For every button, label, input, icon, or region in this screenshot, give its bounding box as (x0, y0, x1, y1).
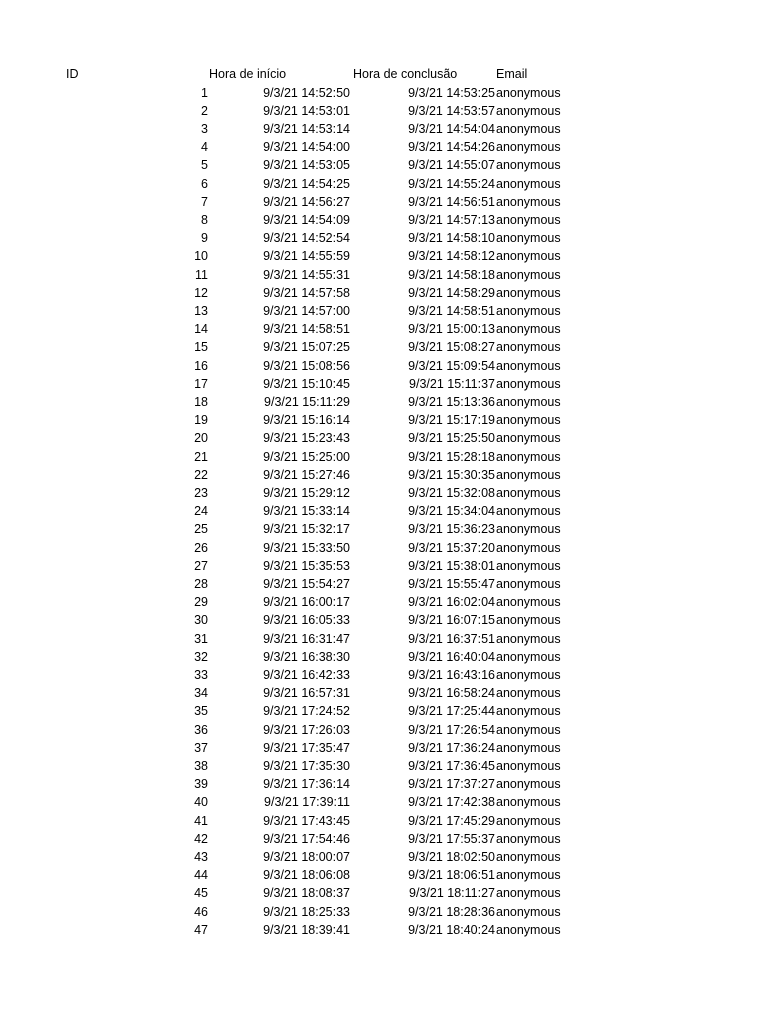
cell-email: anonymous (496, 358, 561, 373)
cell-email: anonymous (496, 777, 561, 792)
table-row (0, 775, 768, 793)
cell-start-time: 9/3/21 17:26:03 (263, 722, 350, 737)
table-row (0, 302, 768, 320)
cell-start-time: 9/3/21 16:38:30 (263, 649, 350, 664)
header-id: ID (66, 67, 79, 81)
cell-start-time: 9/3/21 15:11:29 (264, 394, 350, 409)
cell-end-time: 9/3/21 15:34:04 (408, 504, 495, 519)
cell-start-time: 9/3/21 14:57:58 (263, 285, 350, 300)
cell-id: 24 (194, 504, 208, 519)
table-row (0, 320, 768, 338)
table-row (0, 557, 768, 575)
cell-id: 28 (194, 576, 208, 591)
cell-email: anonymous (496, 595, 561, 610)
cell-id: 23 (194, 485, 208, 500)
table-row (0, 702, 768, 720)
table-row (0, 466, 768, 484)
cell-end-time: 9/3/21 15:00:13 (408, 322, 495, 337)
cell-id: 5 (201, 158, 208, 173)
table-row (0, 520, 768, 538)
table-row (0, 593, 768, 611)
cell-end-time: 9/3/21 16:07:15 (408, 613, 495, 628)
cell-email: anonymous (496, 449, 561, 464)
cell-end-time: 9/3/21 15:55:47 (408, 576, 495, 591)
table-row (0, 630, 768, 648)
cell-id: 44 (194, 868, 208, 883)
cell-email: anonymous (496, 140, 561, 155)
cell-email: anonymous (496, 249, 561, 264)
table-row (0, 211, 768, 229)
cell-end-time: 9/3/21 17:55:37 (408, 831, 495, 846)
cell-start-time: 9/3/21 15:07:25 (263, 340, 350, 355)
cell-end-time: 9/3/21 16:40:04 (408, 649, 495, 664)
table-row (0, 721, 768, 739)
cell-id: 41 (194, 813, 208, 828)
cell-id: 33 (194, 667, 208, 682)
cell-id: 8 (201, 212, 208, 227)
cell-start-time: 9/3/21 14:53:14 (263, 121, 350, 136)
cell-email: anonymous (496, 631, 561, 646)
table-row (0, 684, 768, 702)
cell-id: 18 (194, 394, 208, 409)
cell-start-time: 9/3/21 17:36:14 (263, 777, 350, 792)
cell-id: 37 (194, 740, 208, 755)
table-row (0, 611, 768, 629)
cell-email: anonymous (496, 504, 561, 519)
cell-start-time: 9/3/21 15:25:00 (263, 449, 350, 464)
cell-start-time: 9/3/21 16:31:47 (263, 631, 350, 646)
cell-end-time: 9/3/21 14:57:13 (408, 212, 495, 227)
cell-email: anonymous (496, 558, 561, 573)
table-row (0, 757, 768, 775)
cell-email: anonymous (496, 795, 561, 810)
header-start-time: Hora de início (209, 67, 287, 81)
cell-email: anonymous (496, 158, 561, 173)
cell-start-time: 9/3/21 18:00:07 (263, 849, 350, 864)
cell-end-time: 9/3/21 15:32:08 (408, 485, 495, 500)
cell-start-time: 9/3/21 14:57:00 (263, 303, 350, 318)
cell-email: anonymous (496, 649, 561, 664)
cell-start-time: 9/3/21 17:54:46 (263, 831, 350, 846)
cell-end-time: 9/3/21 15:17:19 (408, 413, 495, 428)
cell-end-time: 9/3/21 14:58:10 (408, 231, 495, 246)
cell-id: 36 (194, 722, 208, 737)
table-row (0, 138, 768, 156)
cell-email: anonymous (496, 394, 561, 409)
cell-email: anonymous (496, 704, 561, 719)
cell-email: anonymous (496, 267, 561, 282)
table-row (0, 84, 768, 102)
table-row (0, 812, 768, 830)
cell-id: 2 (201, 103, 208, 118)
cell-start-time: 9/3/21 14:54:00 (263, 140, 350, 155)
cell-id: 13 (194, 303, 208, 318)
cell-email: anonymous (496, 686, 561, 701)
cell-start-time: 9/3/21 14:56:27 (263, 194, 350, 209)
table-row (0, 793, 768, 811)
cell-id: 9 (201, 231, 208, 246)
table-row (0, 175, 768, 193)
cell-end-time: 9/3/21 15:25:50 (408, 431, 495, 446)
cell-id: 42 (194, 831, 208, 846)
table-row (0, 575, 768, 593)
cell-end-time: 9/3/21 17:37:27 (408, 777, 495, 792)
table-row (0, 429, 768, 447)
table-row (0, 284, 768, 302)
cell-end-time: 9/3/21 15:30:35 (408, 467, 495, 482)
cell-start-time: 9/3/21 15:32:17 (263, 522, 350, 537)
cell-end-time: 9/3/21 17:25:44 (408, 704, 495, 719)
cell-email: anonymous (496, 413, 561, 428)
cell-start-time: 9/3/21 17:39:11 (264, 795, 350, 810)
cell-start-time: 9/3/21 18:06:08 (263, 868, 350, 883)
cell-email: anonymous (496, 758, 561, 773)
table-row (0, 484, 768, 502)
cell-email: anonymous (496, 831, 561, 846)
cell-end-time: 9/3/21 18:06:51 (408, 868, 495, 883)
cell-end-time: 9/3/21 15:38:01 (408, 558, 495, 573)
cell-start-time: 9/3/21 17:24:52 (263, 704, 350, 719)
cell-id: 45 (194, 886, 208, 901)
cell-id: 38 (194, 758, 208, 773)
cell-start-time: 9/3/21 15:16:14 (263, 413, 350, 428)
cell-start-time: 9/3/21 15:10:45 (263, 376, 350, 391)
cell-end-time: 9/3/21 17:36:24 (408, 740, 495, 755)
cell-email: anonymous (496, 176, 561, 191)
cell-end-time: 9/3/21 18:11:27 (409, 886, 495, 901)
cell-end-time: 9/3/21 14:53:25 (408, 85, 495, 100)
cell-email: anonymous (496, 667, 561, 682)
cell-start-time: 9/3/21 17:43:45 (263, 813, 350, 828)
cell-start-time: 9/3/21 14:52:50 (263, 85, 350, 100)
cell-email: anonymous (496, 904, 561, 919)
cell-email: anonymous (496, 85, 561, 100)
cell-end-time: 9/3/21 14:58:29 (408, 285, 495, 300)
cell-end-time: 9/3/21 17:26:54 (408, 722, 495, 737)
cell-start-time: 9/3/21 16:00:17 (263, 595, 350, 610)
cell-id: 32 (194, 649, 208, 664)
cell-id: 34 (194, 686, 208, 701)
cell-end-time: 9/3/21 17:36:45 (408, 758, 495, 773)
cell-id: 3 (201, 121, 208, 136)
cell-end-time: 9/3/21 16:02:04 (408, 595, 495, 610)
cell-email: anonymous (496, 231, 561, 246)
cell-start-time: 9/3/21 14:52:54 (263, 231, 350, 246)
table-row (0, 502, 768, 520)
cell-start-time: 9/3/21 17:35:47 (263, 740, 350, 755)
cell-id: 15 (194, 340, 208, 355)
cell-end-time: 9/3/21 15:13:36 (408, 394, 495, 409)
cell-email: anonymous (496, 322, 561, 337)
header-end-time: Hora de conclusão (353, 67, 458, 81)
cell-start-time: 9/3/21 14:54:09 (263, 212, 350, 227)
table-row (0, 866, 768, 884)
cell-end-time: 9/3/21 14:58:18 (408, 267, 495, 282)
cell-email: anonymous (496, 813, 561, 828)
cell-start-time: 9/3/21 18:25:33 (263, 904, 350, 919)
cell-email: anonymous (496, 522, 561, 537)
cell-start-time: 9/3/21 15:23:43 (263, 431, 350, 446)
cell-id: 29 (194, 595, 208, 610)
cell-email: anonymous (496, 722, 561, 737)
cell-start-time: 9/3/21 16:57:31 (263, 686, 350, 701)
cell-email: anonymous (496, 103, 561, 118)
cell-start-time: 9/3/21 14:55:59 (263, 249, 350, 264)
cell-start-time: 9/3/21 14:53:05 (263, 158, 350, 173)
cell-id: 31 (194, 631, 208, 646)
cell-id: 19 (194, 413, 208, 428)
table-row (0, 120, 768, 138)
cell-start-time: 9/3/21 18:08:37 (263, 886, 350, 901)
cell-end-time: 9/3/21 15:37:20 (408, 540, 495, 555)
cell-start-time: 9/3/21 14:54:25 (263, 176, 350, 191)
cell-end-time: 9/3/21 17:45:29 (408, 813, 495, 828)
table-row (0, 666, 768, 684)
cell-start-time: 9/3/21 14:53:01 (263, 103, 350, 118)
cell-email: anonymous (496, 886, 561, 901)
cell-id: 6 (201, 176, 208, 191)
cell-email: anonymous (496, 212, 561, 227)
cell-end-time: 9/3/21 14:58:12 (408, 249, 495, 264)
cell-id: 11 (195, 267, 208, 282)
cell-id: 17 (194, 376, 208, 391)
cell-id: 27 (194, 558, 208, 573)
cell-start-time: 9/3/21 16:05:33 (263, 613, 350, 628)
cell-id: 21 (194, 449, 208, 464)
cell-end-time: 9/3/21 17:42:38 (408, 795, 495, 810)
cell-start-time: 9/3/21 14:58:51 (263, 322, 350, 337)
table-row (0, 448, 768, 466)
cell-end-time: 9/3/21 18:40:24 (408, 922, 495, 937)
cell-email: anonymous (496, 467, 561, 482)
cell-end-time: 9/3/21 18:28:36 (408, 904, 495, 919)
cell-id: 14 (194, 322, 208, 337)
cell-id: 10 (194, 249, 208, 264)
table-row (0, 830, 768, 848)
cell-id: 35 (194, 704, 208, 719)
cell-id: 12 (194, 285, 208, 300)
cell-id: 16 (194, 358, 208, 373)
cell-id: 7 (201, 194, 208, 209)
cell-end-time: 9/3/21 14:56:51 (408, 194, 495, 209)
cell-end-time: 9/3/21 15:08:27 (408, 340, 495, 355)
table-row (0, 247, 768, 265)
cell-start-time: 9/3/21 15:08:56 (263, 358, 350, 373)
cell-email: anonymous (496, 194, 561, 209)
table-row (0, 193, 768, 211)
table-row (0, 102, 768, 120)
cell-start-time: 9/3/21 15:29:12 (263, 485, 350, 500)
cell-id: 43 (194, 849, 208, 864)
cell-email: anonymous (496, 540, 561, 555)
cell-id: 4 (201, 140, 208, 155)
cell-start-time: 9/3/21 15:54:27 (263, 576, 350, 591)
header-row (0, 65, 768, 83)
cell-start-time: 9/3/21 18:39:41 (263, 922, 350, 937)
cell-id: 20 (194, 431, 208, 446)
table-row (0, 375, 768, 393)
table-row (0, 884, 768, 902)
cell-start-time: 9/3/21 17:35:30 (263, 758, 350, 773)
cell-end-time: 9/3/21 15:09:54 (408, 358, 495, 373)
table-row (0, 357, 768, 375)
table-row (0, 156, 768, 174)
cell-id: 30 (194, 613, 208, 628)
cell-id: 39 (194, 777, 208, 792)
table-row (0, 648, 768, 666)
cell-email: anonymous (496, 922, 561, 937)
cell-id: 26 (194, 540, 208, 555)
cell-id: 22 (194, 467, 208, 482)
cell-id: 40 (194, 795, 208, 810)
cell-email: anonymous (496, 613, 561, 628)
header-email: Email (496, 67, 528, 81)
table-row (0, 903, 768, 921)
table-row (0, 848, 768, 866)
cell-start-time: 9/3/21 15:35:53 (263, 558, 350, 573)
cell-email: anonymous (496, 376, 561, 391)
cell-email: anonymous (496, 740, 561, 755)
table-row (0, 229, 768, 247)
cell-end-time: 9/3/21 16:43:16 (408, 667, 495, 682)
cell-email: anonymous (496, 849, 561, 864)
cell-end-time: 9/3/21 14:54:26 (408, 140, 495, 155)
cell-end-time: 9/3/21 16:58:24 (408, 686, 495, 701)
cell-end-time: 9/3/21 18:02:50 (408, 849, 495, 864)
cell-end-time: 9/3/21 16:37:51 (408, 631, 495, 646)
table-row (0, 411, 768, 429)
cell-email: anonymous (496, 485, 561, 500)
cell-email: anonymous (496, 868, 561, 883)
table-row (0, 338, 768, 356)
cell-id: 1 (201, 85, 208, 100)
cell-end-time: 9/3/21 14:55:24 (408, 176, 495, 191)
cell-end-time: 9/3/21 15:11:37 (409, 376, 495, 391)
cell-id: 46 (194, 904, 208, 919)
table-row (0, 921, 768, 939)
cell-end-time: 9/3/21 14:58:51 (408, 303, 495, 318)
cell-end-time: 9/3/21 15:28:18 (408, 449, 495, 464)
cell-id: 47 (194, 922, 208, 937)
cell-email: anonymous (496, 303, 561, 318)
cell-start-time: 9/3/21 15:27:46 (263, 467, 350, 482)
cell-id: 25 (194, 522, 208, 537)
cell-start-time: 9/3/21 15:33:14 (263, 504, 350, 519)
cell-end-time: 9/3/21 14:53:57 (408, 103, 495, 118)
cell-start-time: 9/3/21 16:42:33 (263, 667, 350, 682)
cell-start-time: 9/3/21 15:33:50 (263, 540, 350, 555)
cell-start-time: 9/3/21 14:55:31 (263, 267, 350, 282)
cell-email: anonymous (496, 576, 561, 591)
cell-email: anonymous (496, 431, 561, 446)
cell-end-time: 9/3/21 15:36:23 (408, 522, 495, 537)
cell-end-time: 9/3/21 14:54:04 (408, 121, 495, 136)
cell-email: anonymous (496, 340, 561, 355)
cell-end-time: 9/3/21 14:55:07 (408, 158, 495, 173)
cell-email: anonymous (496, 285, 561, 300)
table-row (0, 739, 768, 757)
table-row (0, 393, 768, 411)
table-row (0, 539, 768, 557)
table-row (0, 266, 768, 284)
cell-email: anonymous (496, 121, 561, 136)
